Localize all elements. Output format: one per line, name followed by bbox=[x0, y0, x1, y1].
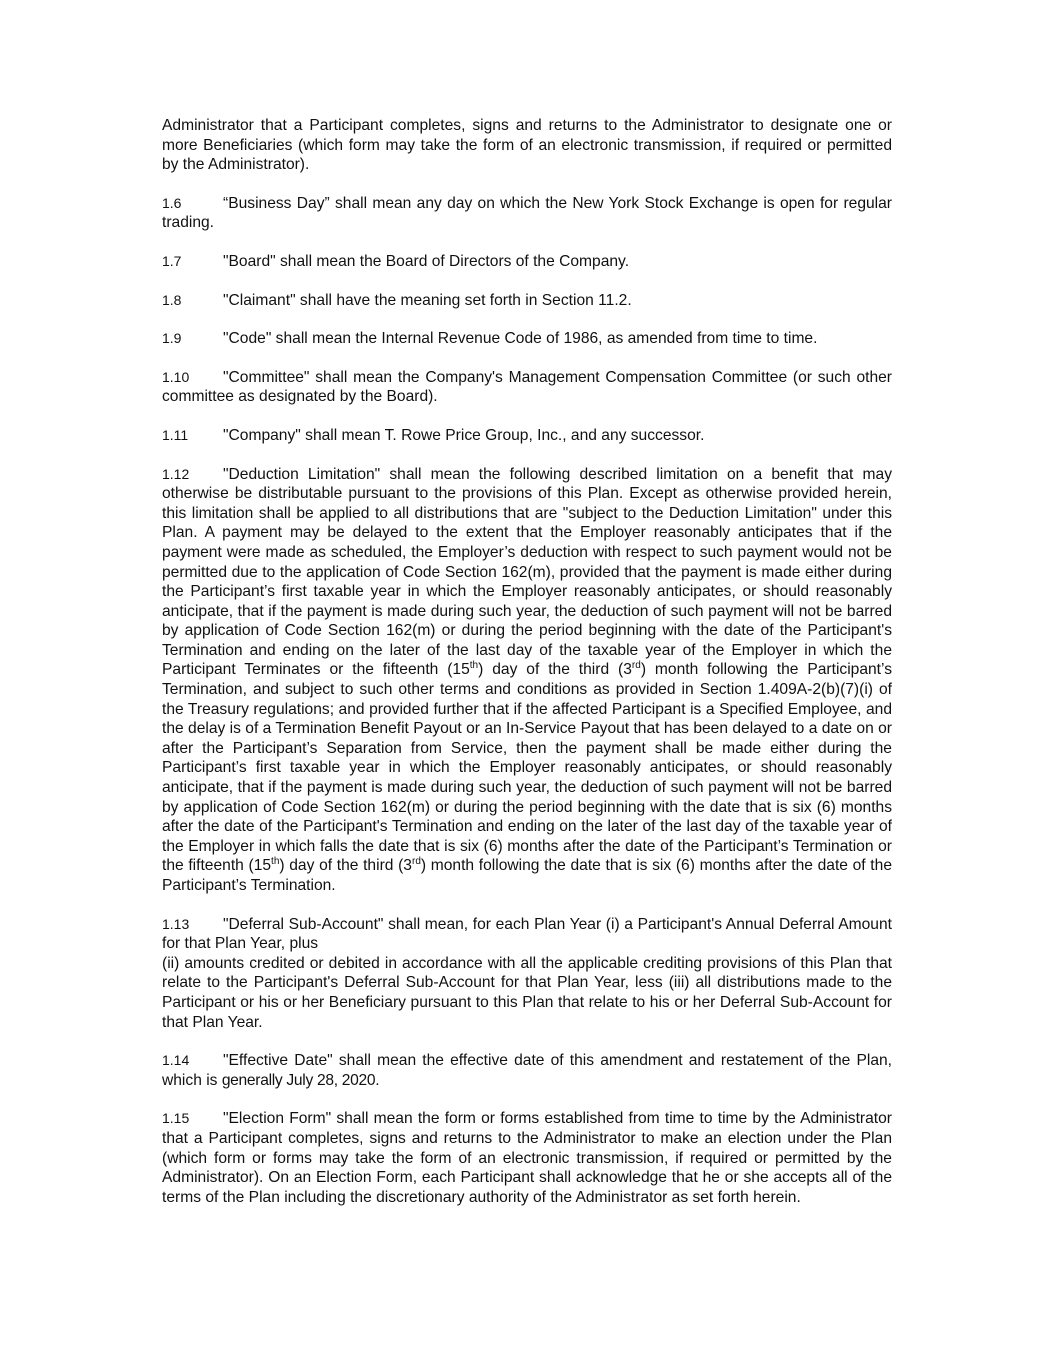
section-text: "Company" shall mean T. Rowe Price Group, Inc., and any successor. bbox=[223, 426, 705, 444]
section-1-6 bbox=[162, 194, 892, 233]
document-page bbox=[162, 116, 892, 1226]
section-1-12 bbox=[162, 465, 892, 896]
section-number: 1.8 bbox=[162, 291, 182, 308]
superscript: rd bbox=[411, 856, 421, 868]
section-text-part: "Deferral Sub-Account" shall mean, for each Plan Year (i) a Participant's Annual Deferral Amount for that Plan Year, plus bbox=[162, 915, 892, 953]
superscript: rd bbox=[631, 660, 641, 672]
section-1-14 bbox=[162, 1051, 892, 1090]
section-number: 1.9 bbox=[162, 330, 182, 347]
section-1-11 bbox=[162, 426, 892, 446]
section-1-8 bbox=[162, 291, 892, 311]
section-number: 1.6 bbox=[162, 194, 182, 211]
section-number: 1.7 bbox=[162, 252, 182, 269]
section-1-15 bbox=[162, 1109, 892, 1207]
section-text: "Claimant" shall have the meaning set forth in Section 11.2. bbox=[223, 291, 632, 309]
section-number: 1.15 bbox=[162, 1110, 190, 1127]
superscript: th bbox=[469, 660, 479, 672]
section-1-9 bbox=[162, 329, 892, 349]
section-number: 1.12 bbox=[162, 465, 190, 482]
section-number: 1.13 bbox=[162, 915, 190, 932]
effective-date-text: generally July 28, 2020. bbox=[221, 1071, 380, 1089]
section-1-13 bbox=[162, 915, 892, 1033]
intro-paragraph: Administrator that a Participant completes, signs and returns to the Administrator to designate one or more Beneficiaries (which form may take the form of an electronic transmission, if required or permitted by the Administrator). bbox=[162, 117, 892, 174]
section-text: “Business Day” shall mean any day on which the New York Stock Exchange is open for regular trading. bbox=[162, 194, 892, 232]
section-text: "Board" shall mean the Board of Directors of the Company. bbox=[223, 252, 630, 270]
section-text: "Effective Date" shall mean the effective date of this amendment and restatement of the Plan, which is bbox=[162, 1052, 892, 1089]
section-number: 1.11 bbox=[162, 426, 189, 443]
section-number: 1.10 bbox=[162, 368, 190, 385]
section-text-part: "Deduction Limitation" shall mean the following described limitation on a benefit that may otherwise be distributable pursuant to the provisions of this Plan. Except as otherwise provided herein, this limitation shall be applied to all distributions that are "subject to the Deduction Limitation" under this Plan. A payment may be delayed to the extent that the Employer reasonably anticipates that if the payment were made as scheduled, the Employer’s deduction with respect to such payment would not be permitted due to the application of Code Section 162(m), provided that the payment is made either during the Participant’s first taxable year in which the Employer reasonably anticipates, or should reasonably anticipate, that if the payment is made during such year, the deduction of such payment will not be barred by application of Code Section 162(m) or during the period beginning with the date of the Participant's Termination and ending on the later of the last day of the taxable year of the Employer in which the Participant Terminates or the fifteenth (15 bbox=[162, 465, 892, 679]
section-text: "Committee" shall mean the Company's Management Compensation Committee (or such other committee as designated by the Board). bbox=[162, 368, 892, 406]
section-text-part: (ii) amounts credited or debited in accordance with all the applicable crediting provisions of this Plan that relate to the Participant's Deferral Sub-Account for that Plan Year, less (iii) all distributions made to the Participant or his or her Beneficiary pursuant to this Plan that relate to his or her Deferral Sub-Account for that Plan Year. bbox=[162, 954, 892, 1031]
section-number: 1.14 bbox=[162, 1052, 190, 1069]
section-text-part: ) month following the date that is six (6) months after the date of the Participant’s Termination. bbox=[162, 857, 892, 894]
section-text-part: ) month following the Participant’s Termination, and subject to such other terms and conditions as provided in Section 1.409A-2(b)(7)(i) of the Treasury regulations; and provided further that if the affected Participant is a Specified Employee, and the delay is of a Termination Benefit Payout or an In-Service Payout that has been delayed to a date on or after the Participant’s Separation from Service, then the payment shall be made either during the Participant’s first taxable year in which the Employer reasonably anticipates, or should reasonably anticipate, that if the payment is made during such year, the deduction of such payment will not be barred by application of Code Section 162(m) or during the period beginning with the date that is six (6) months after the date of the Participant's Termination and ending on the later of the last day of the taxable year of the Employer in which falls the date that is six (6) months after the date of the Participant’s Termination or the fifteenth (15 bbox=[162, 661, 892, 875]
section-1-10 bbox=[162, 368, 892, 407]
section-text-part: ) day of the third (3 bbox=[478, 661, 632, 679]
section-text-part: ) day of the third (3 bbox=[279, 857, 412, 875]
superscript: th bbox=[271, 856, 280, 868]
section-1-7 bbox=[162, 252, 892, 272]
section-text: "Election Form" shall mean the form or forms established from time to time by the Administrator that a Participant completes, signs and returns to the Administrator to make an election under the Plan (which form or forms may take the form of an electronic transmission, if required or permitted by the Administrator). On an Election Form, each Participant shall acknowledge that he or she accepts all of the terms of the Plan including the discretionary authority of the Administrator as set forth herein. bbox=[162, 1110, 892, 1206]
section-text: "Code" shall mean the Internal Revenue Code of 1986, as amended from time to time. bbox=[223, 330, 818, 348]
